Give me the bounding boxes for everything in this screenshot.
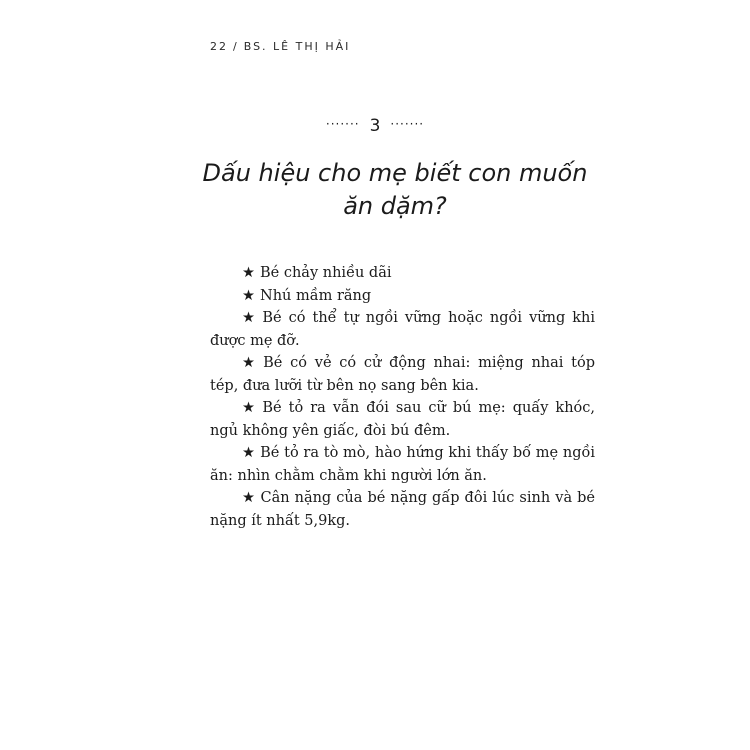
star-icon: ★ — [242, 400, 258, 416]
header-separator: / — [233, 40, 239, 53]
author-name: BS. LÊ THỊ HẢI — [243, 40, 351, 53]
star-icon: ★ — [242, 445, 256, 461]
list-item-text: Nhú mầm răng — [260, 287, 372, 304]
star-icon: ★ — [242, 355, 259, 371]
chapter-number: 3 — [369, 116, 381, 136]
list-item — [210, 397, 595, 442]
list-item-text: Bé có thể tự ngồi vững hoặc ngồi vững khi được mẹ đỡ. — [210, 310, 595, 349]
list-item — [210, 262, 595, 285]
chapter-dots-right: ······· — [390, 117, 425, 131]
list-item-text: Bé tỏ ra tò mò, hào hứng khi thấy bố mẹ ngồi ăn: nhìn chằm chằm khi người lớn ăn. — [210, 445, 595, 484]
chapter-title — [190, 157, 600, 223]
list-item-text: Bé có vẻ có cử động nhai: miệng nhai tóp tép, đưa lưỡi từ bên nọ sang bên kia. — [210, 355, 595, 394]
page-number: 22 — [210, 40, 228, 53]
list-item — [210, 352, 595, 397]
list-item-text: Bé tỏ ra vẫn đói sau cữ bú mẹ: quấy khóc, ngủ không yên giấc, đòi bú đêm. — [210, 400, 595, 439]
star-icon: ★ — [242, 265, 255, 281]
star-icon: ★ — [242, 310, 258, 326]
chapter-title-line-2: ăn dặm? — [343, 192, 447, 220]
star-icon: ★ — [242, 490, 256, 506]
sign-list — [210, 262, 595, 532]
list-item — [210, 442, 595, 487]
star-icon: ★ — [242, 287, 255, 304]
list-item — [210, 285, 595, 308]
list-item — [210, 307, 595, 352]
chapter-dots-left: ······· — [325, 117, 360, 131]
list-item — [210, 487, 595, 532]
chapter-title-line-1: Dấu hiệu cho mẹ biết con muốn — [202, 159, 588, 187]
list-item-text: Cân nặng của bé nặng gấp đôi lúc sinh và bé nặng ít nhất 5,9kg. — [210, 490, 596, 529]
list-item-text: Bé chảy nhiều dãi — [260, 265, 392, 281]
running-header — [210, 40, 350, 53]
chapter-marker — [210, 116, 540, 136]
